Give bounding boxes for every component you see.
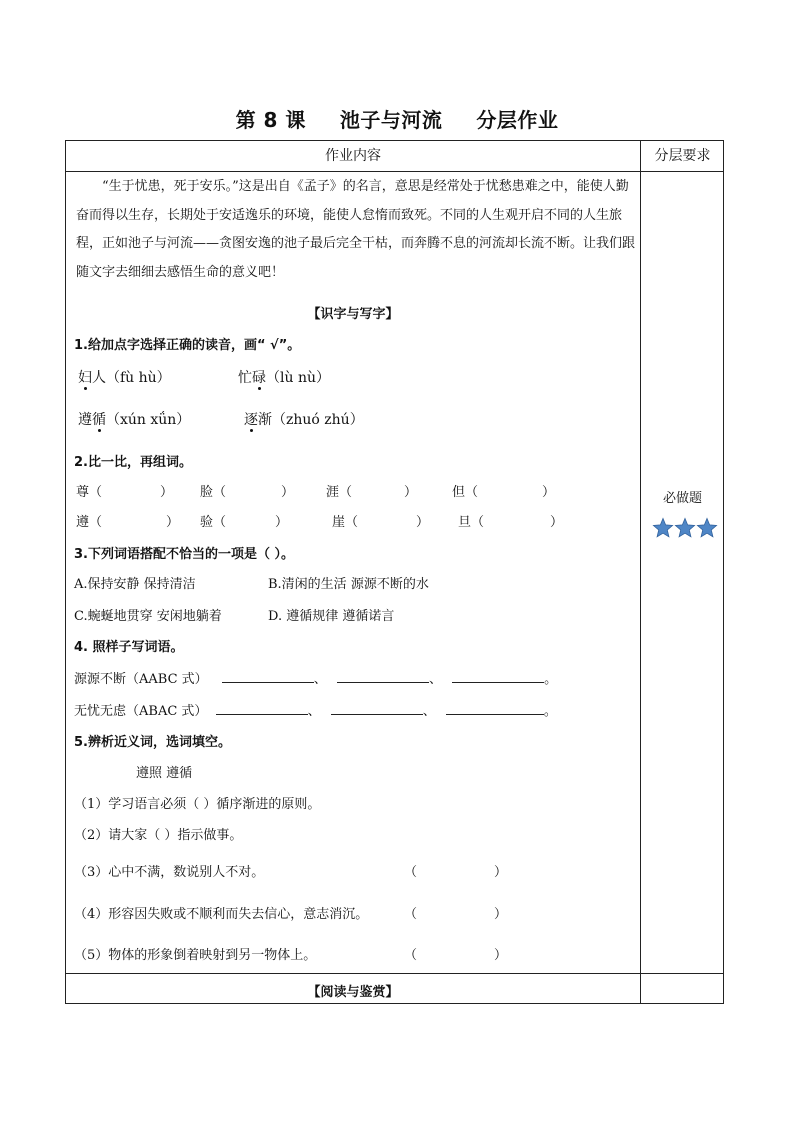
page-title [0,104,794,133]
header-level: 分层要求 [654,148,711,164]
q1-stem: 1.给加点字选择正确的读音，画“ √”。 [74,338,301,353]
q1-item-2: 忙碌（lù nù） [238,370,330,386]
q1-item-4: 逐渐（zhuó zhú） [244,412,364,428]
header-content: 作业内容 [325,148,381,164]
q5-word-choices: 遵照 遵循 [136,766,193,781]
q5-stem: 5.辨析近义词，选词填空。 [74,735,231,750]
q5-answer-open-4: （ [404,907,418,922]
q3-option-b: B.清闲的生活 源源不断的水 [268,577,429,592]
q3-option-c: C.蜿蜒地贯穿 安闲地躺着 [74,609,222,624]
q4-line-2: 无忧无虑（ABAC 式） 、 、 。 [74,704,557,719]
level-stars [650,517,720,543]
q5-sentence-3: （3）心中不满，数说别人不对。 [74,865,265,880]
q5-sentence-1: （1）学习语言必须（ ）循序渐进的原则。 [74,797,321,812]
star-icon [652,517,674,539]
lesson-number: 第 8 课 [235,108,306,132]
q3-option-a: A.保持安静 保持清洁 [74,577,196,592]
q3-stem: 3.下列词语搭配不恰当的一项是（ ）。 [74,547,295,562]
header-divider [66,171,723,172]
intro-paragraph: “生于忧患，死于安乐。”这是出自《孟子》的名言，意思是经常处于忧愁患难之中，能使人勤奋而得以生存，长期处于安适逸乐的环境，能使人怠惰而致死。不同的人生观开启不同的人生旅程，正如池子与河流——贪图安逸的池子最后完全干枯，而奔腾不息的河流却长流不断。让我们跟随文字去细细去感悟生命的意义吧！ [76,179,636,280]
q4-line-1: 源源不断（AABC 式） 、 、 。 [74,672,558,687]
q5-sentence-5: （5）物体的形象倒着映射到另一物体上。 [74,948,317,963]
q1-item-1: 妇人（fù hù） [78,370,171,386]
q5-answer-close-4: ） [494,907,508,922]
homework-table: 作业内容 分层要求 “生于忧患，死于安乐。”这是出自《孟子》的名言，意思是经常处于忧愁患难之中，能使人勤奋而得以生存，长期处于安适逸乐的环境，能使人怠惰而致死。不同的人生观开启不同的人生旅程，正如池子与河流——贪图安逸的池子最后完全干枯，而奔腾不息的河流却长流不断。让我们跟随文字去细细去感悟生命的意义吧！ 【识字与写字】 1.给加点字选择正确的读音，画“ √”。 妇人（fù hù） 忙碌（lù nù） 遵循（xún xǘn） 逐渐（zhuó zhú） 2.比一比，再组词。 尊（ ） 脸（ ） 涯（ ） 但（ ） 遵（ ） 验（ ） 崖（ ） 旦（ ） 3.下列词语搭配不恰当的一项是（ ）。 A.保持安静 保持清洁 B.清闲的生活 源源不断的水 C.蜿蜒地贯穿 安闲地躺着 D. 遵循规律 遵循诺言 4. 照样子写词语。 源源不断（AABC 式） 、 、 。 无忧无虑（ABAC 式） 、 、 。 5.辨析近义词，选词填空。 遵照 遵循 （1）学习语言必须（ ）循序渐进的原则。 （2）请大家（ ）指示做事。 （3）心中不满，数说别人不对。 （4）形容因失败或不顺利而失去信心，意志消沉。 （5）物体的形象倒着映射到另一物体上。 （ ） （ ） （ ） 必做题 【阅读与鉴赏】 [65,140,724,1004]
q5-sentence-4: （4）形容因失败或不顺利而失去信心，意志消沉。 [74,907,369,922]
q5-answer-open-5: （ [404,948,418,963]
q2-stem: 2.比一比，再组词。 [74,455,192,470]
star-icon [674,517,696,539]
lesson-name: 池子与河流 [339,108,443,132]
q4-stem: 4. 照样子写词语。 [74,640,184,655]
section-divider [66,973,723,974]
star-icon [696,517,718,539]
q3-option-d: D. 遵循规律 遵循诺言 [268,609,395,624]
q5-answer-open-3: （ [404,865,418,880]
section-reading: 【阅读与鉴赏】 [307,985,399,1000]
section-literacy: 【识字与写字】 [307,307,399,322]
level-label: 必做题 [662,491,702,506]
q5-answer-close-5: ） [494,948,508,963]
q5-sentence-2: （2）请大家（ ）指示做事。 [74,828,243,843]
column-divider [640,141,641,1003]
q1-item-3: 遵循（xún xǘn） [78,412,191,428]
homework-kind: 分层作业 [476,108,559,132]
q5-answer-close-3: ） [494,865,508,880]
